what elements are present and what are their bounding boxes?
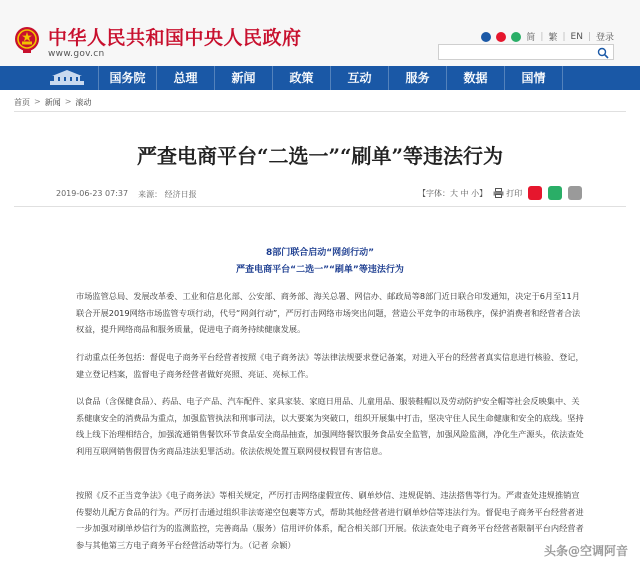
article-paragraph [76,393,586,459]
search-input[interactable] [439,51,597,65]
site-title[interactable]: 中华人民共和国中央人民政府 [48,27,302,49]
weibo-icon[interactable] [496,32,506,42]
breadcrumb-news[interactable]: 新闻 [44,98,61,107]
share-circle-icon[interactable] [481,32,491,42]
home-building-icon[interactable] [42,68,92,88]
watermark [544,542,628,559]
nav-items [98,66,563,90]
wechat-share-icon[interactable] [548,186,562,200]
article-paragraph [76,487,586,553]
nav-item-data[interactable]: 数据 [446,66,504,90]
site-url: www.gov.cn [48,49,105,59]
nav-item-premier[interactable]: 总理 [156,66,214,90]
article-source: 来源： 经济日报 [138,190,197,199]
divider: | [587,31,591,42]
breadcrumb-separator: > [64,97,72,106]
nav-item-state-council[interactable]: 国务院 [98,66,156,90]
weibo-share-icon[interactable] [528,186,542,200]
top-links [481,30,614,43]
article-title: 严查电商平台“二选一”“刷单”等违法行为 [136,144,503,168]
lang-english-link[interactable]: EN [570,31,583,42]
search-icon[interactable] [597,47,609,59]
lang-traditional-link[interactable]: 繁 [548,33,558,43]
nav-item-national-info[interactable]: 国情 [504,66,563,90]
paragraph-text: 按照《反不正当竞争法》《电子商务法》等相关规定，严厉打击网络虚假宣传、刷单炒信、违规促销、违法搭售等行为。严肃查处违规推销宣传婴幼儿配方食品的行为。严厉打击通过组织非法寄递空包裹等方式，帮助其他经营者进行刷单炒信等违法行为。督促电子商务平台经营者进一步加强对刷单炒信行为的监测监控，完善商品（服务）信用评价体系，配合相关部门开展。依法查处电子商务平台经营者限制平台内经营者参与其他第三方电子商务平台经营活动等行为。（记者 佘颖） [76,490,584,550]
breadcrumb-home[interactable]: 首页 [14,98,30,107]
breadcrumb-separator: > [34,97,41,106]
main-nav [0,66,640,90]
breadcrumb [14,97,91,108]
nav-item-services[interactable]: 服务 [388,66,446,90]
article-meta [56,189,197,200]
print-button[interactable] [493,188,522,199]
login-link[interactable]: 登录 [595,33,614,43]
site-header [0,0,640,67]
article-tools [418,186,582,200]
wechat-icon[interactable] [511,32,521,42]
paragraph-text: 以食品（含保健食品）、药品、电子产品、汽车配件、家具家装、家庭日用品、儿童用品、服装鞋帽以及劳动防护安全帽等社会反映集中、关系健康安全的消费品为重点，加强监管执法和刑事司法，以大要案为突破口，组织开展集中打击，坚决守住人民生命健康和安全的底线。坚持线上线下治理相结合，加强流通销售餐饮环节食品安全商品抽查，加强网络餐饮服务食品安全监管，加强风险监测，净化生产源头，依法查处利用互联网销售假冒伪劣商品违法犯罪活动。依法依规处置互联网侵权假冒有害信息。 [76,396,584,456]
divider: | [540,31,544,42]
paragraph-text: 市场监管总局、发展改革委、工业和信息化部、公安部、商务部、海关总署、网信办、邮政局等8部门近日联合印发通知，决定于6月至11月联合开展2019网络市场监管专项行动，代号“网剑行动”，严厉打击网络市场突出问题，营造公平竞争的市场秩序，保护消费者和经营者合法权益，提升网络商品和服务质量，促进电子商务持续健康发展。 [76,291,581,334]
article-date: 2019-06-23 07:37 [56,189,129,198]
divider [14,206,626,207]
article-subtitle-2: 严查电商平台“二选一”“刷单”等违法行为 [236,265,404,275]
print-label: 打印 [506,188,523,198]
article-paragraph [76,288,586,338]
search-box [438,44,614,60]
lang-simplified-link[interactable]: 简 [526,33,536,43]
divider [14,111,626,112]
national-emblem-icon[interactable] [14,26,40,54]
article-subtitle-1: 8部门联合启动“网剑行动” [265,248,375,258]
watermark-text: 头条@空调阿音 [543,544,628,558]
paragraph-text: 行动重点任务包括：督促电子商务平台经营者按照《电子商务法》等法律法规要求登记备案，对进入平台的经营者真实信息进行核验、登记，建立登记档案，监督电子商务经营者做好亮照、亮证、亮标工作。 [76,352,584,379]
article-paragraph [76,349,586,382]
font-size-selector[interactable]: 【字体：大 中 小】 [418,188,488,198]
divider: | [562,31,566,42]
more-share-icon[interactable] [568,186,582,200]
nav-item-interaction[interactable]: 互动 [330,66,388,90]
nav-item-policy[interactable]: 政策 [272,66,330,90]
printer-icon [493,188,504,198]
nav-item-news[interactable]: 新闻 [214,66,272,90]
breadcrumb-scroll[interactable]: 滚动 [75,98,92,107]
